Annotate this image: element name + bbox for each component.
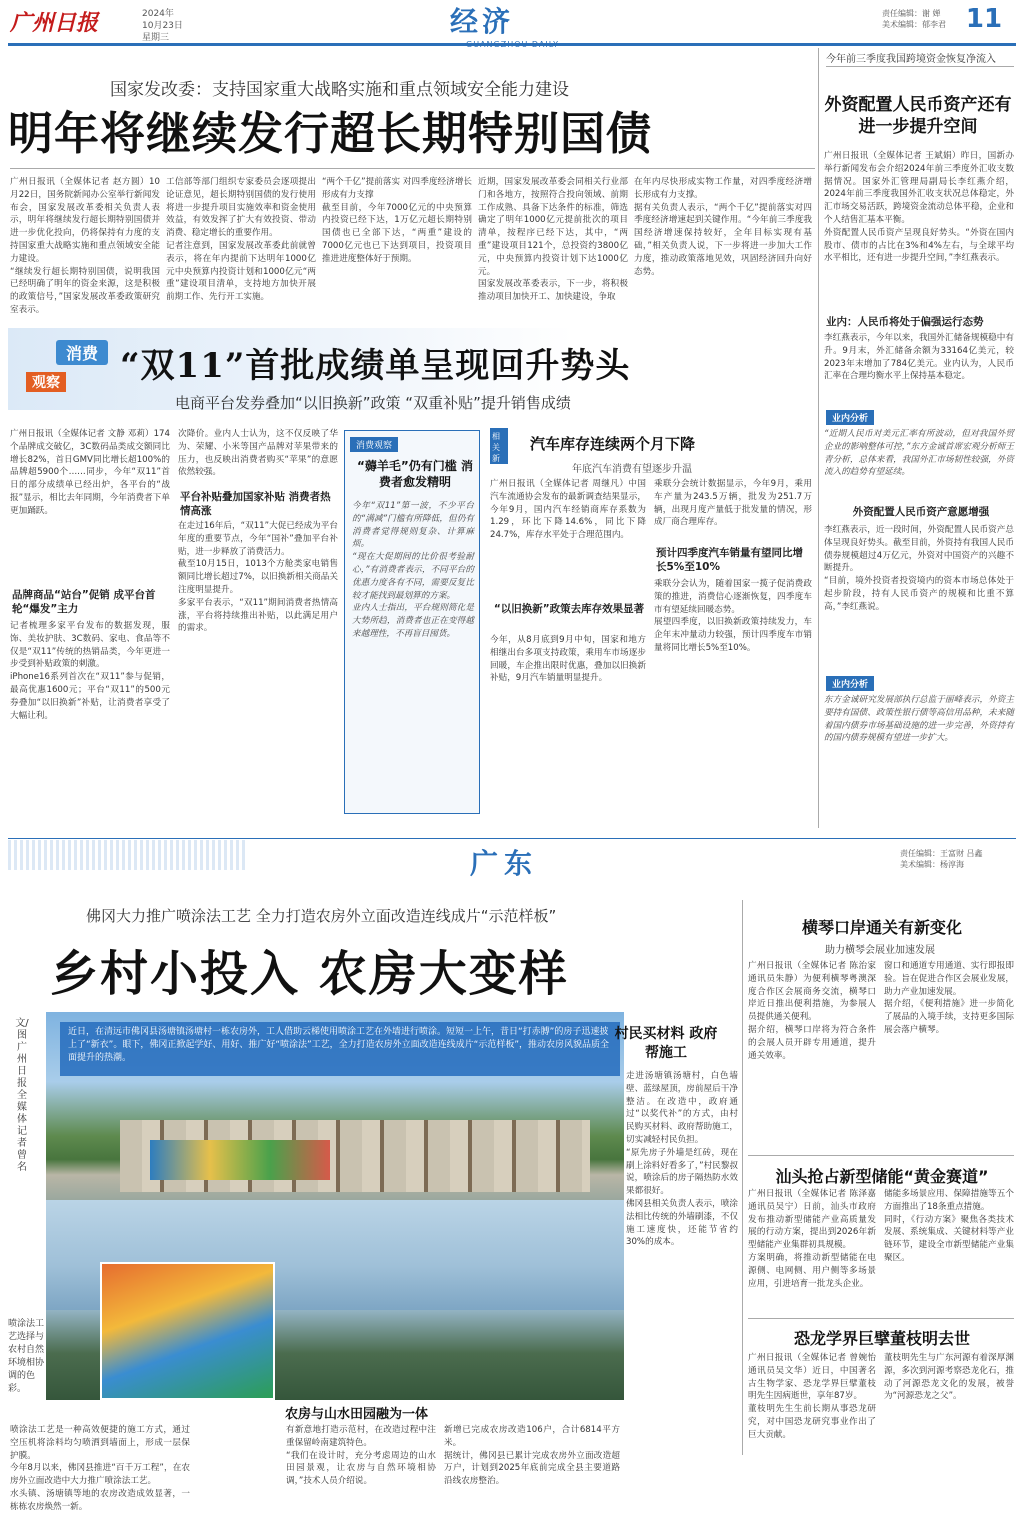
consumer-col-2: 次降价。业内人士认为，这不仅反映了华为、荣耀、小米等国产品牌对苹果带来的压力，也反映出消费者购买“苹果”的意愿依然较强。: [178, 429, 338, 478]
shantou-headline: 汕头抢占新型储能“黄金赛道”: [775, 1167, 989, 1186]
divider: [10, 168, 815, 169]
shantou-col-1: 广州日报讯（全媒体记者 陈泽嘉 通讯员吴宁）日前，汕头市政府发布推动新型储能产业高质量发展的行动方案，提出到2026年新型储能产业集群初具规模。 方案明确，将推动新型储能在电源侧、电网侧、用户侧等多场景应用，引进培育一批龙头企业。: [748, 1189, 876, 1289]
section-subtitle: GUANGZHOU DAILY: [466, 40, 560, 49]
divider: [826, 66, 1014, 67]
hengqin-col-2: 窗口和通道专用通道、实行即报即验。旨在促进合作区会展业发展，助力产业加速发展。 据介绍，《便利措施》进一步简化了展品的入境手续，支持更多国际展会落户横琴。: [884, 961, 1014, 1035]
car-subhead-1: “以旧换新”政策去库存效果显著: [493, 603, 645, 615]
obituary-col-2: 董枝明先生与广东河源有着深厚渊源，多次到河源考察恐龙化石，推动了河源恐龙文化的发展，被誉为“河源恐龙之父”。: [884, 1353, 1014, 1402]
photo-caption: 近日，在清远市佛冈县汤塘镇汤塘村一栋农房外，工人借助云梯使用喷涂工艺在外墙进行喷涂。短短一上午，昔日“打赤膊”的房子迅速披上了“新衣”。眼下，佛冈正掀起学好、用好、推广好“喷涂法”工艺，全力打造农房外立面改造连线成片“示范样板”，推动农房风貌品质全面提升的热潮。: [60, 1022, 620, 1076]
fuse-col-3: 新增已完成农房改造106户，合计6814平方米。 据统计，佛冈县已累计完成农房外立面改造超万户，计划到2025年底前完成全县主要道路沿线农房整治。: [444, 1425, 620, 1487]
related-news-tag: 相关新闻: [490, 428, 508, 464]
fuse-col-1: 喷涂法工艺是一种高效便捷的施工方式，通过空压机将涂料均匀喷洒到墙面上，形成一层保护膜。 今年8月以来，佛冈县推进“百千万工程”，在农房外立面改造中大力推广喷涂法工艺。 水头镇、汤塘镇等地的农房改造成效显著，一栋栋农房焕然一新。: [10, 1425, 190, 1512]
photo-credit: 文/图 广州日报全媒体记者 曾名: [15, 1018, 29, 1173]
car-subhead: 年底汽车消费有望逐步升温: [572, 464, 692, 475]
photo-note: 喷涂法工艺选择与农村自然环境相协调的色彩。: [8, 1319, 45, 1394]
box-body: 今年“双11”第一波，不少平台的“满减”门槛有所降低，但仍有消费者觉得规则复杂、计算麻烦。 “现在大促期间的比价很考验耐心，”有消费者表示，不同平台的优惠力度各有不同，需要反复比较才能找到最划算的方案。 业内人士指出，平台规则简化是大势所趋，消费者也正在变得越来越理性，不再盲目囤货。: [352, 501, 474, 639]
column-rule: [742, 900, 743, 1455]
side-body-2: 李红燕表示，今年以来，我国外汇储备规模稳中有升。9月末，外汇储备余额为33164亿美元，较2023年末增加了784亿美元。业内认为，人民币汇率在合理均衡水平上保持基本稳定。: [824, 333, 1014, 382]
consumer-subhead-1: 品牌商品“站台”促销 成平台首轮“爆发”主力: [12, 589, 156, 615]
guangdong-section-title: 广东: [470, 847, 539, 880]
box-tag: 消费观察: [350, 437, 398, 452]
lead-col-4: 近期，国家发展改革委会同相关行业部门和各地方，按照符合投向领域、前期工作成熟、具备下达条件的标准，筛选确定了明年1000亿元提前批次的项目清单，按程序已经下达，其中，“两重”建设项目121个，总投资约3800亿元，中央预算内投资计划下达1000亿元。 国家发展改革委表示，下一步，将积极推动项目加快开工、加快建设，争取: [478, 177, 628, 303]
consumer-tag: 消费: [56, 340, 108, 365]
side-headline: 外资配置人民币资产还有进一步提升空间: [824, 95, 1012, 137]
side-kicker: 今年前三季度我国跨境资金恢复净流入: [826, 54, 996, 65]
lead-kicker: 国家发改委：支持国家重大战略实施和重点领域安全能力建设: [110, 80, 569, 100]
guangdong-editors: 责任编辑：王富财 吕鑫 美术编辑：杨淳海: [900, 849, 983, 869]
column-rule: [818, 48, 819, 828]
issue-date: 2024年 10月23日 星期三: [142, 9, 183, 43]
side-body-3: 李红燕表示，近一段时间，外资配置人民币资产总体呈现良好势头。截至目前，外资持有我国人民币债券规模超过4万亿元，外资对中国资产的兴趣不断提升。 “目前，境外投资者投资境内的资本市场总体处于起步阶段，持有人民币资产的规模和比重不算高，”李红燕说。: [824, 525, 1014, 612]
obituary-headline: 恐龙学界巨擘董枝明去世: [793, 1329, 970, 1348]
guangdong-headline: 乡村小投入 农房大变样: [50, 946, 569, 1002]
observation-tag: 观察: [26, 372, 66, 392]
lead-col-5: 在年内尽快形成实物工作量，对四季度经济增长形成有力支撑。 据有关负责人表示，“两个千亿”提前落实对四季度经济增速起到关键作用。“今年前三季度我国经济增速保持较好，全年目标实现有基础，”相关负责人说，下一步将进一步加大工作力度，推动政策落地见效，巩固经济回升向好态势。: [634, 177, 812, 277]
side-subhead-2: 外资配置人民币资产意愿增强: [852, 506, 990, 518]
divider: [748, 1318, 1014, 1319]
consumer-col-1: 广州日报讯（全媒体记者 文静 邓莉）174个品牌成交破亿，3C数码品类成交额同比增长82%，首日GMV同比增长超100%的品牌超5900个……同步，今年“双11”首日的部分成绩单已经出炉，各平台的“战报”显示，相比去年同期，今年消费者下单更加踊跃。: [10, 429, 170, 516]
lead-headline: 明年将继续发行超长期特别国债: [8, 107, 653, 160]
photo-inset: [100, 1262, 275, 1400]
village-body: 走进汤塘镇汤塘村，白色墙壁、蓝绿屋顶，房前屋后干净整洁。在改造中，政府通过“以奖代补”的方式，由村民购买材料、政府帮助施工，切实减轻村民负担。 “原先房子外墙是红砖，现在刷上涂料好看多了，”村民黎叔说，喷涂后的房子隔热防水效果都很好。 佛冈县相关负责人表示，喷涂法相比传统的外墙刷漆，不仅施工速度快，还能节省约30%的成本。: [626, 1071, 738, 1248]
car-subhead-2: 预计四季度汽车销量有望同比增长5%至10%: [656, 547, 803, 573]
consumer-headline: “双11”首批成绩单呈现回升势头: [120, 346, 631, 386]
page-number: 11: [965, 4, 1003, 34]
shantou-col-2: 储能多场景应用、保障措施等五个方面推出了18条重点措施。 同时，《行动方案》聚焦各类技术发展、系统集成、关键材料等产业链环节，建设全市新型储能产业集聚区。: [884, 1189, 1014, 1263]
fuse-col-2: 有新意地打造示范村，在改造过程中注重保留岭南建筑特色。 “我们在设计时，充分考虑周边的山水田园景观，让农房与自然环境相协调，”技术人员介绍说。: [286, 1425, 436, 1487]
hengqin-headline: 横琴口岸通关有新变化: [801, 918, 962, 937]
car-col-2b: 乘联分会认为，随着国家一揽子促消费政策的推进，消费信心逐渐恢复，四季度车市有望延续回暖态势。 展望四季度，以旧换新政策持续发力，车企年末冲量动力较强，预计四季度车市销量将同比增长5%至10%。: [654, 579, 812, 653]
consumer-col-2b: 在走过16年后，“双11”大促已经成为平台年度的重要节点，今年“国补”叠加平台补贴，进一步释放了消费活力。 截至10月15日，1013个方舱类家电销售额同比增长超过7%，以旧换新相关商品关注度明显提升。 多家平台表示，“双11”期间消费者热情高涨，平台将持续推出补贴，以此满足用户的需求。: [178, 521, 338, 634]
hengqin-col-1: 广州日报讯（全媒体记者 陈治家 通讯员朱静）为便利横琴粤澳深度合作区会展商务交流，横琴口岸近日推出便利措施，为参展人员提供通关便利。 据介绍，横琴口岸将为符合条件的会展人员开辟专用通道，提升通关效率。: [748, 961, 876, 1061]
consumer-col-1b: 记者梳理多家平台发布的数据发现，服饰、美妆护肤、3C数码、家电、食品等不仅是“双11”传统的热销品类，今年更进一步受到补贴政策的刺激。 iPhone16系列首次在“双11”参与促销，最高优惠1600元；平台“双11”的500元券叠加“以旧换新”补贴，让消费者享受了大幅让利。: [10, 621, 170, 721]
obituary-col-1: 广州日报讯（全媒体记者 曾婉怡 通讯员吴文华）近日，中国著名古生物学家、恐龙学界巨擘董枝明先生因病逝世，享年87岁。 董枝明先生生前长期从事恐龙研究，对中国恐龙研究事业作出了巨大贡献。: [748, 1353, 876, 1440]
side-quote-1: “近期人民币对美元汇率有所波动，但对我国外贸企业的影响整体可控，”东方金诚首席宏观分析师王青分析，总体来看，我国外汇市场韧性较强，外资流入的趋势有望延续。: [824, 429, 1014, 478]
lead-col-2: 工信部等部门组织专家委员会逐项提出论证意见，超长期特别国债的发行使用将进一步提升项目实施效率和资金使用效益，有效发挥了扩大有效投资、带动消费、稳定增长的重要作用。 记者注意到，国家发展改革委此前就曾表示，将在年内提前下达明年1000亿元中央预算内投资计划和1000亿元“两重”建设项目清单，支持地方加快开展前期工作、先行开工实施。: [166, 177, 316, 303]
lead-col-3: “两个千亿”提前落实 对四季度经济增长形成有力支撑 截至目前，今年7000亿元的中央预算内投资已经下达，1万亿元超长期特别国债也已全部下达，“两重”建设的7000亿元也已下达到项目，投资项目推进进度整体好于预期。: [322, 177, 472, 264]
box-headline: “薅羊毛”仍有门槛 消费者愈发精明: [357, 459, 473, 489]
lead-col-1: 广州日报讯（全媒体记者 赵方圆）10月22日，国务院新闻办公室举行新闻发布会，国家发展改革委相关负责人表示，明年将继续发行超长期特别国债并进一步优化投向，仍将保持有力度的支持国家重大战略实施和重点领域安全能力建设。 “继续发行超长期特别国债，说明我国已经明确了明年的资金来源，这是积极的政策信号，”国家发展改革委政策研究室表示。: [10, 177, 160, 315]
car-col-1b: 今年，从8月底到9月中旬，国家和地方相继出台多项支持政策，乘用车市场逐步回暖，车企推出限时优惠，叠加以旧换新补贴，9月汽车销量明显提升。: [490, 635, 646, 684]
section-title: 经济: [450, 5, 515, 38]
car-col-1: 广州日报讯（全媒体记者 周继凡）中国汽车流通协会发布的最新调查结果显示，今年9月，国内汽车经销商库存系数为1.29，环比下降14.6%，同比下降24.7%，库存水平处于合理范围内。: [490, 479, 646, 541]
fuse-headline: 农房与山水田园融为一体: [285, 1407, 429, 1422]
side-body-1: 广州日报讯（全媒体记者 王斌娟）昨日，国新办举行新闻发布会介绍2024年前三季度外汇收支数据情况。国家外汇管理局副局长李红燕介绍，2024年前三季度我国外汇收支状况总体稳定，外汇市场交易活跃，跨境资金流动总体平稳，企业和个人结售汇基本平衡。 外资配置人民币资产呈现良好势头。“外资在国内股市、债市的占比在3%和4%左右，与全球平均水平相比，还有进一步提升空间，”李红燕表示。: [824, 151, 1014, 264]
car-headline: 汽车库存连续两个月下降: [530, 435, 696, 453]
newspaper-logo: 广州日报: [10, 10, 99, 36]
decorative-stripe: [8, 840, 248, 870]
photo-mural: [150, 1140, 330, 1180]
car-col-2: 乘联分会统计数据显示，今年9月，乘用车产量为243.5万辆，批发为251.7万辆，出现月度产量低于批发量的情况，形成厂商合理库存。: [654, 479, 812, 528]
side-tag-1: 业内分析: [826, 410, 874, 425]
editors: 责任编辑：谢 婵 美术编辑：郁李君: [882, 9, 946, 29]
hengqin-subhead: 助力横琴会展业加速发展: [825, 945, 935, 956]
village-headline: 村民买材料 政府帮施工: [614, 1026, 718, 1061]
divider: [748, 1155, 1014, 1156]
consumer-subhead: 电商平台发券叠加“以旧换新”政策 “双重补贴”提升销售成绩: [175, 394, 571, 412]
side-quote-2: 东方金诚研究发展部执行总监于丽峰表示，外资主要持有国债、政策性银行债等高信用品种，未来随着国内债券市场基础设施的进一步完善，外资持有的国内债券规模有望进一步扩大。: [824, 695, 1014, 744]
side-subhead-1: 业内：人民币将处于偏强运行态势: [826, 316, 984, 328]
consumer-subhead-2: 平台补贴叠加国家补贴 消费者热情高涨: [180, 491, 331, 517]
guangdong-kicker: 佛冈大力推广喷涂法工艺 全力打造农房外立面改造连线成片“示范样板”: [86, 907, 557, 925]
side-tag-2: 业内分析: [826, 676, 874, 691]
